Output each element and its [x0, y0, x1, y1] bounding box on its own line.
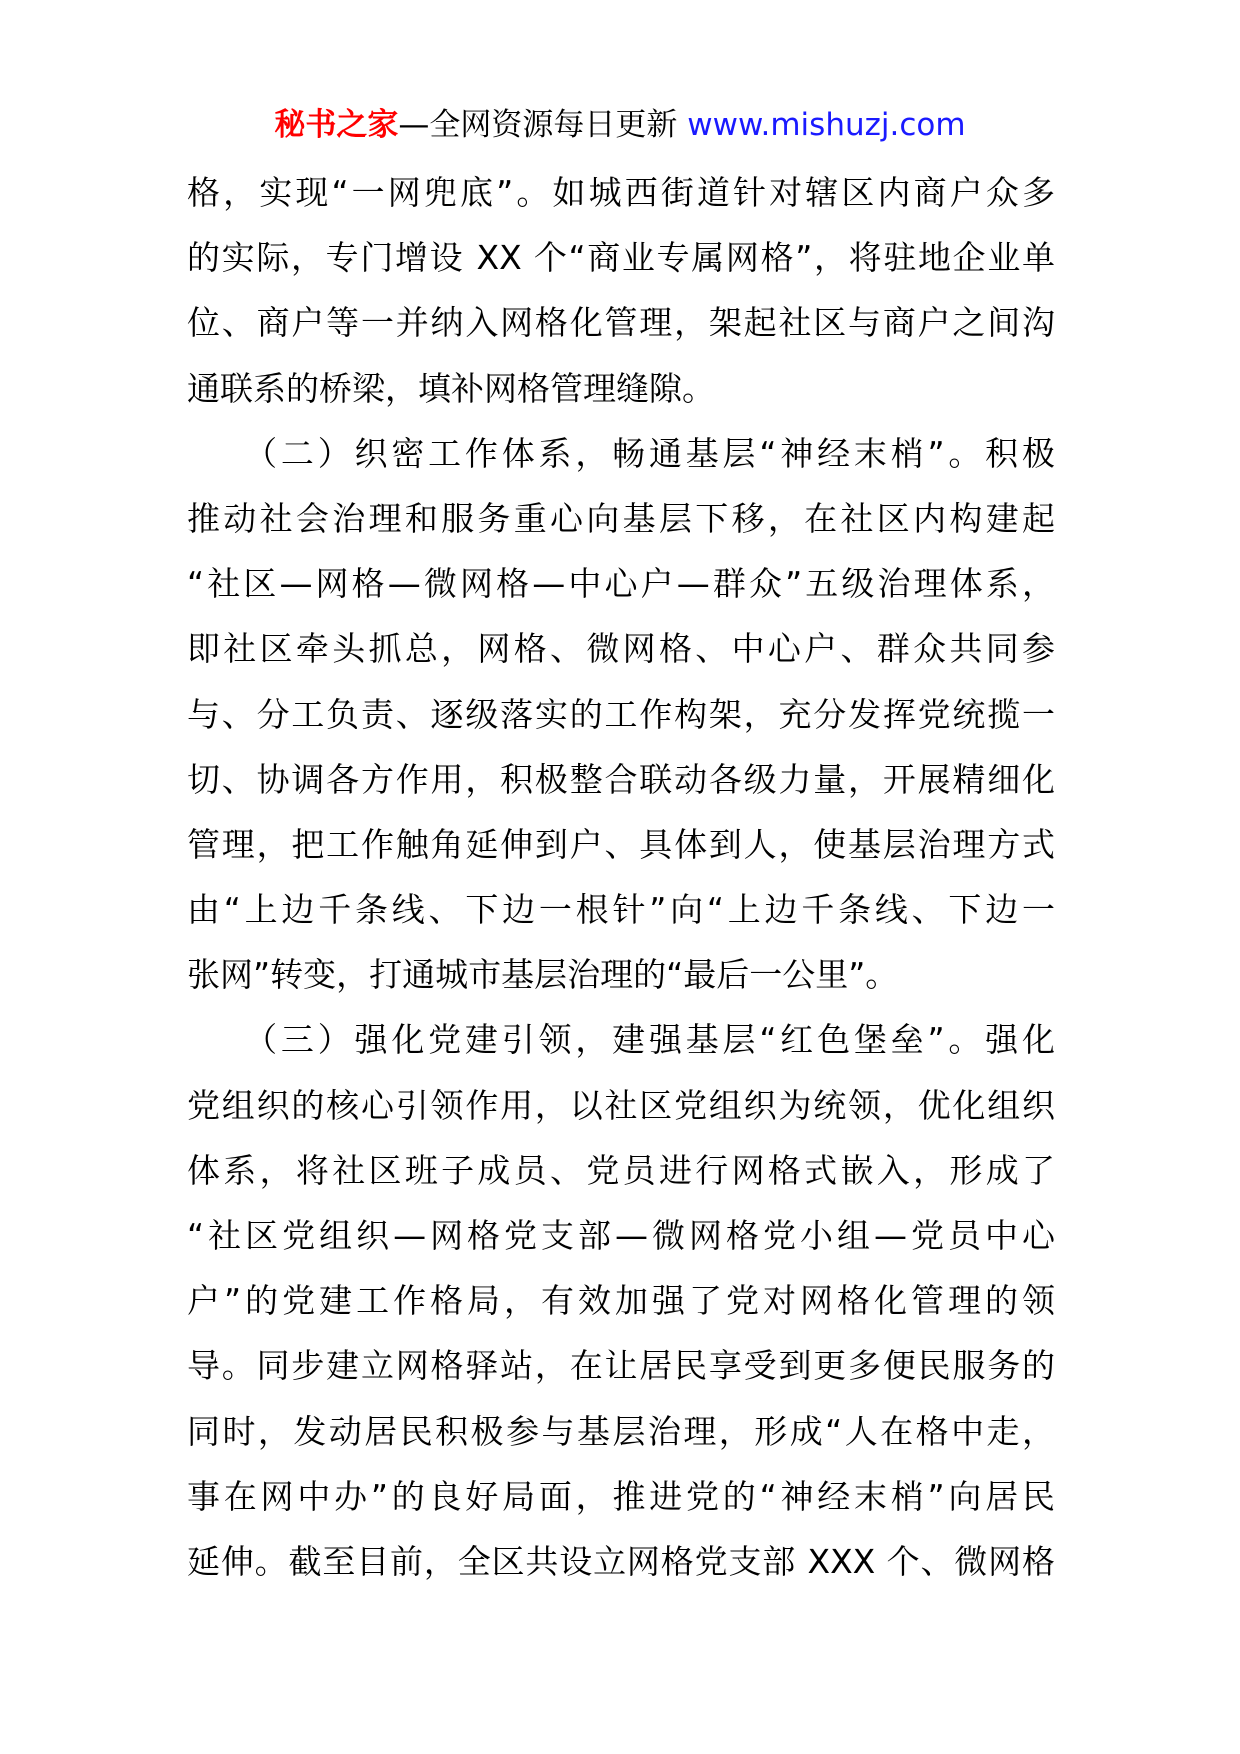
text-line: 事在网中办”的良好局面，推进党的“神经末梢”向居民 [187, 1476, 1055, 1516]
text-line: 延伸。截至目前，全区共设立网格党支部 XXX 个、微网格 [187, 1541, 1055, 1581]
text-line: 位、商户等一并纳入网格化管理，架起社区与商户之间沟 [187, 303, 1055, 343]
text-line: 格，实现“一网兜底”。如城西街道针对辖区内商户众多 [187, 173, 1055, 212]
text-line: 体系，将社区班子成员、党员进行网格式嵌入，形成了 [187, 1150, 1055, 1190]
text-line: 由“上边千条线、下边一根针”向“上边千条线、下边一 [187, 890, 1055, 930]
text-line: 推动社会治理和服务重心向基层下移，在社区内构建起 [187, 498, 1055, 538]
text-line: 同时，发动居民积极参与基层治理，形成“人在格中走， [187, 1411, 1055, 1451]
text-line: 导。同步建立网格驿站，在让居民享受到更多便民服务的 [187, 1346, 1055, 1386]
text-line: 切、协调各方作用，积极整合联动各级力量，开展精细化 [187, 759, 1055, 799]
header-tagline: —全网资源每日更新 [398, 107, 688, 143]
text-line: （三）强化党建引领，建强基层“红色堡垒”。强化 [187, 1020, 1055, 1060]
text-line: “社区党组织—网格党支部—微网格党小组—党员中心 [187, 1216, 1055, 1255]
header-url-link[interactable]: www.mishuzj.com [687, 107, 966, 143]
header-brand: 秘书之家 [274, 107, 399, 143]
text-line: 张网”转变，打通城市基层治理的“最后一公里”。 [187, 955, 899, 995]
text-line: 与、分工负责、逐级落实的工作构架，充分发挥党统揽一 [187, 694, 1055, 734]
document-body [187, 160, 1055, 1594]
text-line: 的实际，专门增设 XX 个“商业专属网格”，将驻地企业单 [187, 238, 1055, 278]
text-line: （二）织密工作体系，畅通基层“神经末梢”。积极 [187, 433, 1055, 473]
text-line: 即社区牵头抓总，网格、微网格、中心户、群众共同参 [187, 629, 1055, 669]
page-header [0, 100, 1240, 150]
text-line: 管理，把工作触角延伸到户、具体到人，使基层治理方式 [187, 824, 1055, 864]
text-line: “社区—网格—微网格—中心户—群众”五级治理体系， [187, 564, 1055, 604]
text-line: 户”的党建工作格局，有效加强了党对网格化管理的领 [187, 1281, 1055, 1321]
text-line: 通联系的桥梁，填补网格管理缝隙。 [187, 368, 715, 408]
text-line: 党组织的核心引领作用，以社区党组织为统领，优化组织 [187, 1085, 1055, 1125]
